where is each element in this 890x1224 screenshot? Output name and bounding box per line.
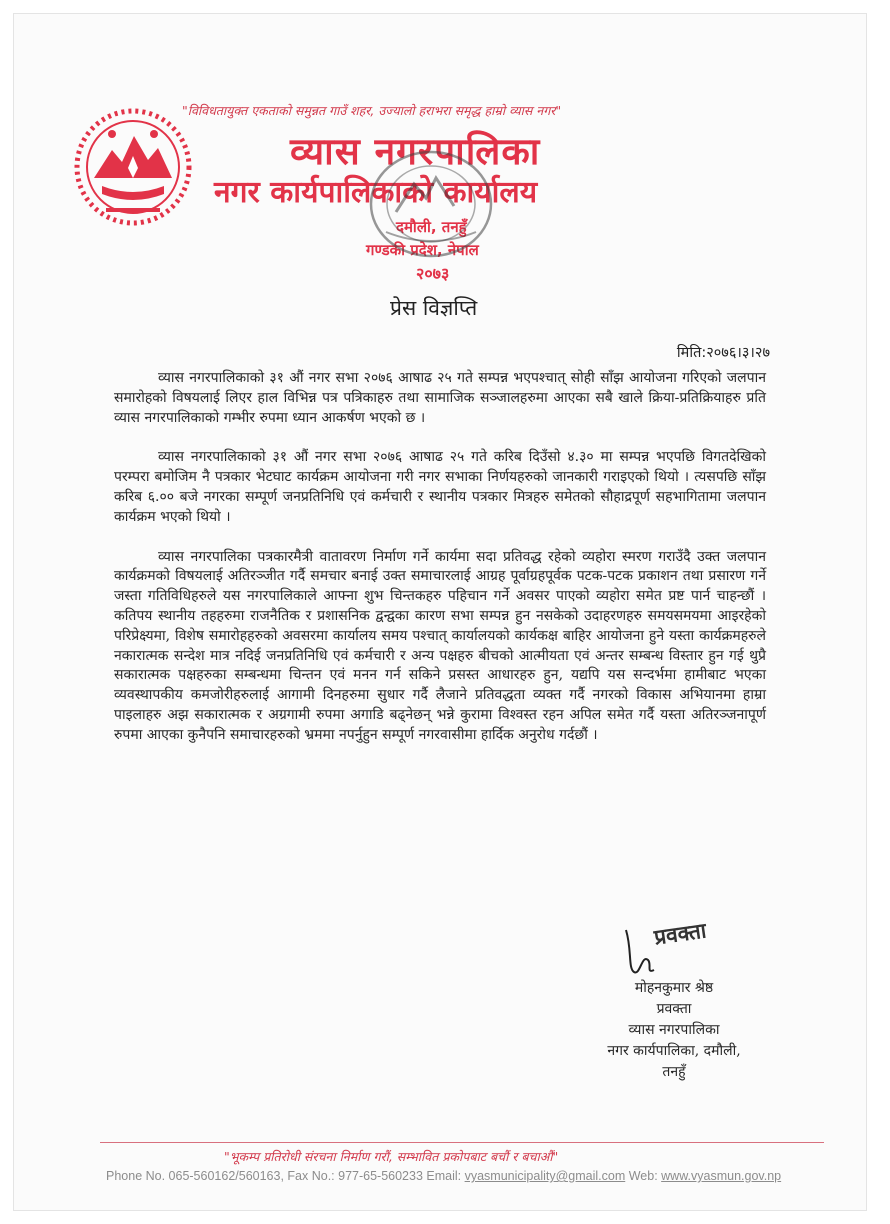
web-label: Web: [625,1169,662,1183]
letter-page [14,14,866,1210]
signatory-name: मोहनकुमार श्रेष्ठ [634,980,714,996]
letterhead-slogan: "विविधतायुक्त एकताको समुन्नत गाउँ शहर, उज्यालो हराभरा समृद्ध हाम्रो व्यास नगर" [182,103,562,118]
letter-body [114,369,766,746]
established-year: २०७३ [416,264,450,283]
municipality-name: व्यास नगरपालिका [290,130,541,173]
signatory-organization: व्यास नगरपालिका [628,1022,720,1038]
website-link[interactable]: www.vyasmun.gov.np [661,1169,782,1183]
office-name: नगर कार्यपालिकाको कार्यालय [214,175,538,210]
spokesperson-stamp-label: प्रवक्ता [652,918,708,950]
signatory-district: तनहुँ [662,1064,686,1080]
address-city: दमौली, तनहुँ [396,218,467,236]
signature-block [574,978,774,1083]
office-stamp-icon [356,142,506,272]
footer-contact [106,1169,781,1183]
nepal-emblem-icon [72,106,194,228]
signatory-office: नगर कार्यपालिका, दमौली, [607,1043,741,1059]
body-paragraph-2: व्यास नगरपालिकाको ३१ औं नगर सभा २०७६ आषाढ २५ गते करिब दिउँसो ४.३० मा सम्पन्न भएपछि विगतदेखिको परम्परा बमोजिम नै पत्रकार भेटघाट कार्यक्रम आयोजना गरी नगर सभाका निर्णयहरुको जानकारी गराइएको थियो । त्यसपछि साँझ करिब ६.०० बजे नगरका सम्पूर्ण जनप्रतिनिधि एवं कर्मचारी र स्थानीय पत्रकार मित्रहरु समेतको सौहाद्रपूर्ण सहभागितामा जलपान कार्यक्रम भएको थियो । [114,449,766,525]
document-title: प्रेस विज्ञप्ति [390,296,478,320]
signatory-designation: प्रवक्ता [656,1001,692,1017]
document-date: मिति:२०७६।३।२७ [676,345,770,361]
footer-slogan: "भूकम्प प्रतिरोधी संरचना निर्माण गरौं, सम्भावित प्रकोपबाट बचौं र बचाऔं" [224,1149,559,1164]
body-paragraph-1: व्यास नगरपालिकाको ३१ औं नगर सभा २०७६ आषाढ २५ गते सम्पन्न भएपश्चात् सोही साँझ आयोजना गरिएको जलपान समारोहको विषयलाई लिएर हाल विभिन्न पत्र पत्रिकाहरु तथा सामाजिक सञ्जालहरुमा आएका सबै खाले क्रिया-प्रतिक्रियाहरु प्रति व्यास नगरपालिकाको गम्भीर रुपमा ध्यान आकर्षण भएको छ । [114,370,766,426]
body-paragraph-3: व्यास नगरपालिका पत्रकारमैत्री वातावरण निर्माण गर्ने कार्यमा सदा प्रतिवद्ध रहेको व्यहोरा स्मरण गराउँदै उक्त जलपान कार्यक्रमको विषयलाई अतिरञ्जीत गर्दै समचार बनाई उक्त समाचारलाई आग्रह पूर्वाग्रहपूर्वक पटक-पटक प्रकाशन तथा प्रसारण गर्ने जस्ता गतिविधिहरुले यस नगरपालिकाले आफ्ना शुभ चिन्तकहरु पहिचान गर्ने अवसर पाएको व्यहोरा समेत प्रष्ट पार्न चाहन्छौं । कतिपय स्थानीय तहहरुमा राजनैतिक र प्रशासनिक द्वन्द्वका कारण सभा सम्पन्न हुन नसकेको उदाहरणहरु समयसमयमा आइरहेको परिप्रेक्ष्यमा, विशेष समारोहहरुको अवसरमा कार्यालय समय पश्चात् कार्यालयको कार्यकक्ष बाहिर आयोजना हुने यस्ता कार्यक्रमहरुले नकारात्मक सन्देश मात्र नदिई जनप्रतिनिधि एवं कर्मचारी र अन्य पक्षहरु बीचको आत्मीयता एवं अन्तर सम्बन्ध विस्तार हुन गई थुप्रै सकारात्मक पक्षहरुका सम्बन्धमा चिन्तन एवं मनन गर्न सकिने प्रसस्त आधारहरु हुन, यद्यपि यस सन्दर्भमा हामीबाट भएका व्यवस्थापकीय कमजोरीहरुलाई आगामी दिनहरुमा सुधार गर्दै लैजाने प्रतिवद्धता व्यक्त गर्दै नगरको विकास अभियानमा हाम्रा पाइलाहरु अझ सकारात्मक र अग्रगामी रुपमा अगाडि बढ्नेछन् भन्ने कुरामा विश्वस्त रहन अपिल समेत गर्दै यस्ता अतिरञ्जनापूर्ण रुपमा आएका कुनैपनि समाचारहरुको भ्रममा नपर्नुहुन सम्पूर्ण नगरवासीमा हार्दिक अनुरोध गर्दछौं । [114,548,766,743]
email-link[interactable]: vyasmunicipality@gmail.com [464,1169,626,1183]
contact-phone-fax: Phone No. 065-560162/560163, Fax No.: 977-65-560233 Email: [106,1169,465,1183]
address-province: गण्डकी प्रदेश, नेपाल [366,241,479,259]
footer-divider [100,1142,824,1143]
